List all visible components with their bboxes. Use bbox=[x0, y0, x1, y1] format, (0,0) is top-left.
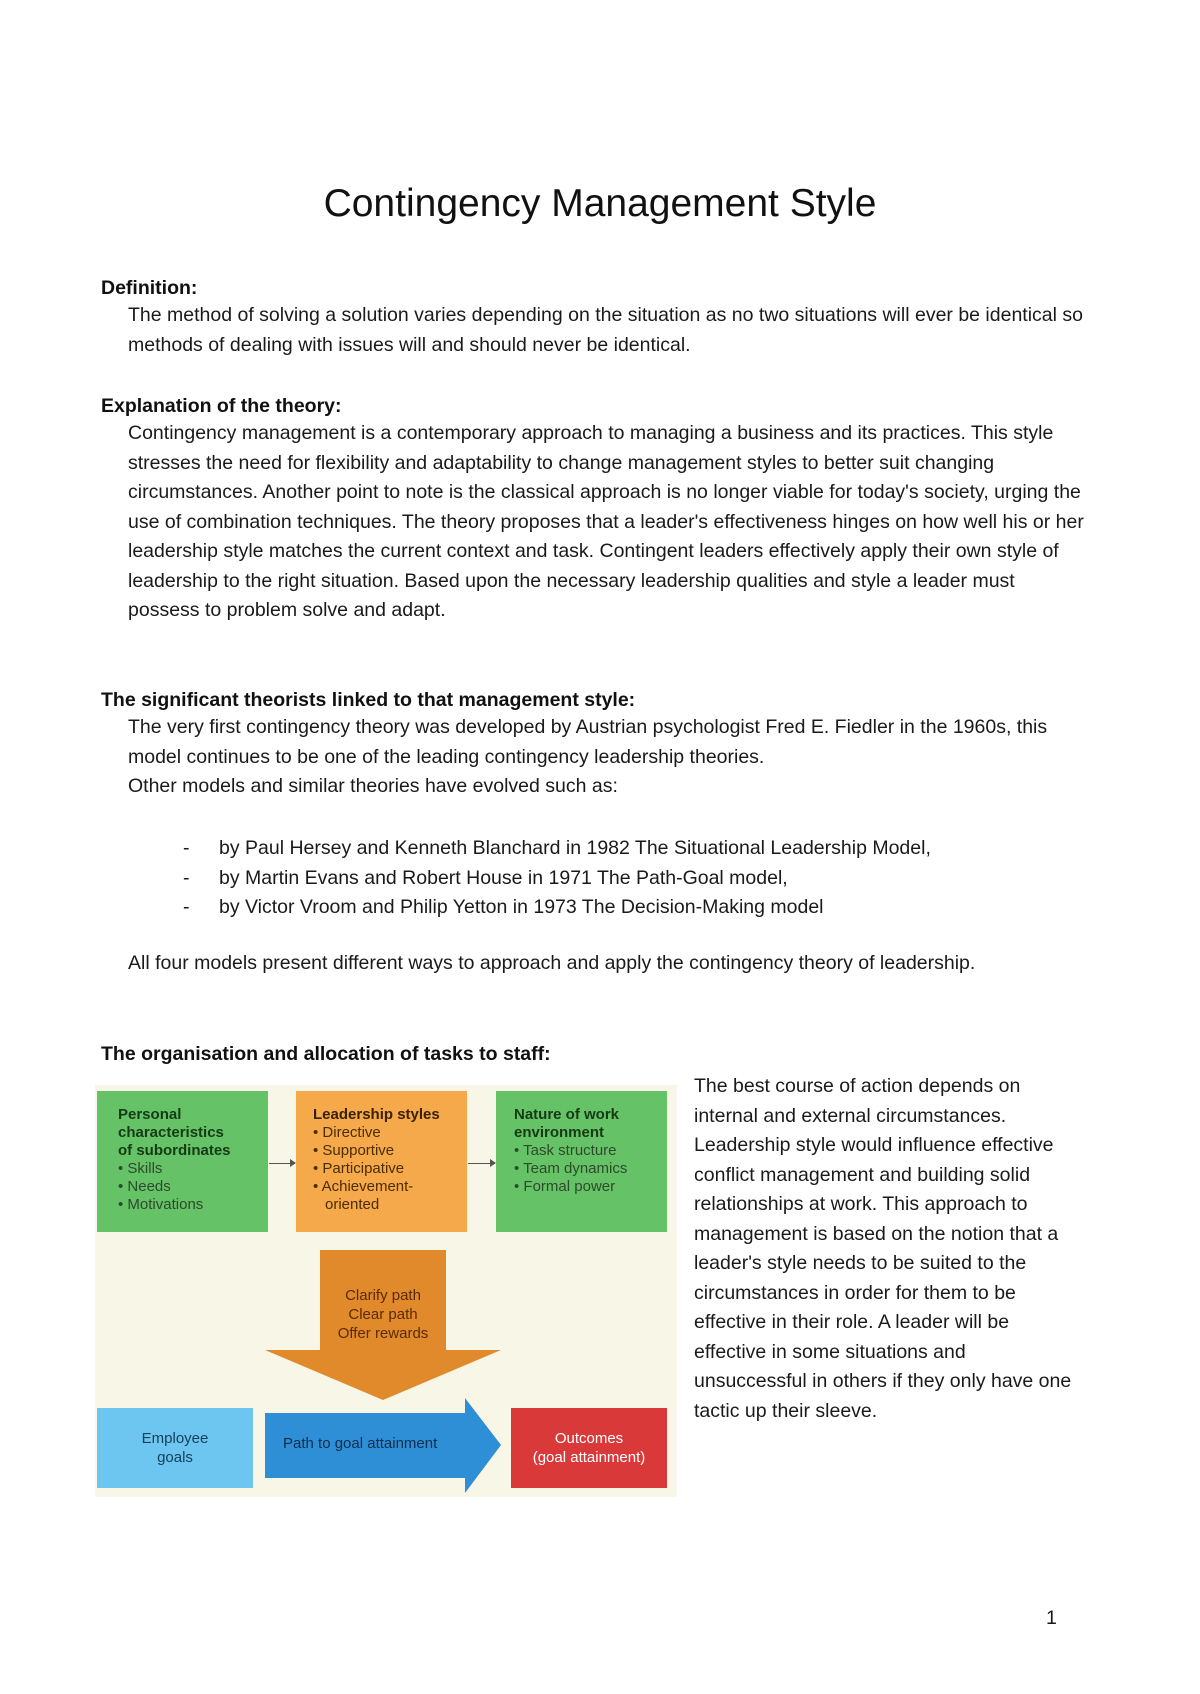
box-item: • Achievement- bbox=[313, 1178, 414, 1195]
bullet-dash: - bbox=[183, 837, 190, 859]
box-item: • Team dynamics bbox=[514, 1160, 628, 1177]
organisation-heading: The organisation and allocation of tasks to staff: bbox=[101, 1043, 551, 1065]
arrow-line: Clear path bbox=[348, 1306, 418, 1323]
employee-line: Employee bbox=[141, 1430, 209, 1447]
box-item: • Formal power bbox=[514, 1178, 616, 1195]
box-item: • Needs bbox=[118, 1178, 171, 1195]
theorists-conclusion: All four models present different ways to approach and apply the contingency theory of leadership. bbox=[128, 952, 976, 974]
bullet-dash: - bbox=[183, 896, 190, 918]
model-path-goal: by Martin Evans and Robert House in 1971 The Path-Goal model, bbox=[219, 866, 788, 889]
employee-line: goals bbox=[157, 1449, 193, 1466]
employee-goals-box bbox=[97, 1408, 253, 1488]
personal-characteristics-box bbox=[97, 1091, 268, 1232]
outcome-line: Outcomes bbox=[554, 1430, 624, 1447]
box-item: • Motivations bbox=[118, 1196, 204, 1213]
arrow-line: Clarify path bbox=[345, 1287, 421, 1304]
arrow-line: Offer rewards bbox=[337, 1325, 429, 1342]
model-situational: by Paul Hersey and Kenneth Blanchard in 1982 The Situational Leadership Model, bbox=[219, 837, 931, 859]
theorists-heading: The significant theorists linked to that management style: bbox=[101, 689, 636, 711]
box-item: • Supportive bbox=[313, 1142, 395, 1159]
down-arrow-label bbox=[265, 1286, 501, 1343]
connector-arrow bbox=[468, 1163, 495, 1164]
outcome-line: (goal attainment) bbox=[532, 1449, 646, 1466]
box-item: • Participative bbox=[313, 1160, 405, 1177]
box-title-line: Personal bbox=[118, 1106, 182, 1123]
list-item bbox=[183, 834, 931, 864]
box-title-line: Nature of work bbox=[514, 1106, 620, 1123]
path-goal-diagram bbox=[95, 1085, 677, 1497]
explanation-text: Contingency management is a contemporary approach to managing a business and its practices. This style stresses the need for flexibility and adaptability to change management styles to better suit changing circumstances. Another point to note is the classical approach is no longer viable for today's society, urging the use of combination techniques. The theory proposes that a leader's effectiveness hinges on how well his or her leadership style matches the current context and task. Contingent leaders effectively apply their own style of leadership to the right situation. Based upon the necessary leadership qualities and style a leader must possess to problem solve and adapt. bbox=[128, 422, 1084, 621]
nature-of-work-box bbox=[496, 1091, 667, 1232]
definition-text: The method of solving a solution varies depending on the situation as no two situations will ever be identical so methods of dealing with issues will and should never be identical. bbox=[128, 304, 1083, 356]
box-title-line: characteristics bbox=[118, 1124, 224, 1141]
path-to-goal-label: Path to goal attainment bbox=[283, 1435, 438, 1452]
model-decision-making: by Victor Vroom and Philip Yetton in 1973 The Decision-Making model bbox=[219, 896, 824, 918]
page-title: Contingency Management Style bbox=[323, 182, 877, 225]
bullet-dash: - bbox=[183, 866, 190, 889]
box-item: • Task structure bbox=[514, 1142, 617, 1159]
box-item: oriented bbox=[325, 1196, 380, 1213]
box-item: • Skills bbox=[118, 1160, 163, 1177]
box-title-line: environment bbox=[514, 1124, 605, 1141]
leadership-styles-box bbox=[296, 1091, 467, 1232]
explanation-heading: Explanation of the theory: bbox=[101, 395, 342, 417]
definition-heading: Definition: bbox=[101, 277, 198, 299]
models-list bbox=[183, 834, 931, 923]
box-title-line: of subordinates bbox=[118, 1142, 231, 1159]
list-item bbox=[183, 893, 931, 923]
theorists-other: Other models and similar theories have evolved such as: bbox=[128, 775, 618, 797]
organisation-side-text: The best course of action depends on internal and external circumstances. Leadership style would influence effective conflict management and building solid relationships at work. This approach to management is based on the notion that a leader's style needs to be suited to the circumstances in order for them to be effective in their role. A leader will be effective in some situations and unsuccessful in others if they only have one tactic up their sleeve. bbox=[694, 1075, 1072, 1422]
connector-arrow bbox=[269, 1163, 295, 1164]
list-item bbox=[183, 864, 931, 894]
box-title-line: Leadership styles bbox=[313, 1106, 440, 1123]
box-item: • Directive bbox=[313, 1124, 381, 1141]
theorists-intro: The very first contingency theory was developed by Austrian psychologist Fred E. Fiedler in the 1960s, this model continues to be one of the leading contingency leadership theories. bbox=[128, 716, 1048, 768]
outcomes-box bbox=[511, 1408, 667, 1488]
page-number: 1 bbox=[1046, 1607, 1057, 1629]
